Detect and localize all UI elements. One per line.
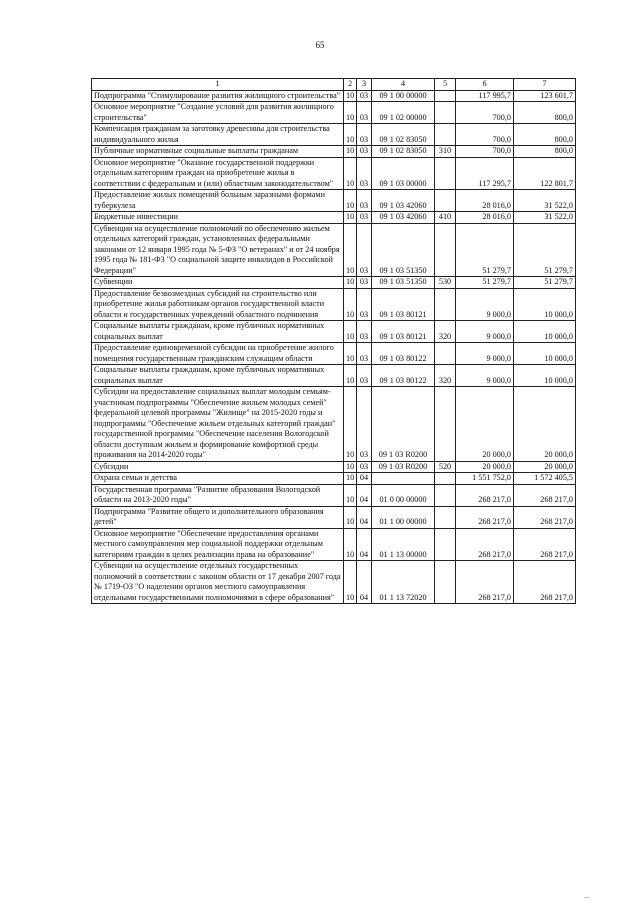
table-row	[92, 365, 576, 387]
table-row	[92, 387, 576, 462]
row-expense-type: 320	[435, 321, 456, 343]
row-section: 10	[344, 365, 357, 387]
table-row	[92, 321, 576, 343]
row-target-article: 09 1 03 51350	[372, 277, 435, 289]
row-expense-type	[435, 124, 456, 146]
row-subsection: 03	[357, 146, 372, 158]
row-description: Предоставление единовременной субсидии на приобретение жилого помещения государственным гражданским служащим области	[92, 343, 344, 365]
row-section: 10	[344, 506, 357, 528]
row-target-article: 09 1 02 83050	[372, 124, 435, 146]
table-row	[92, 343, 576, 365]
row-target-article: 09 1 03 00000	[372, 157, 435, 190]
row-expense-type	[435, 506, 456, 528]
row-description: Субвенции на осуществление отдельных государственных полномочий в соответствии с законом области от 17 декабря 2007 года № 1719-ОЗ "О наделении органов местного самоуправления отдельными государственными полномочиями в сфере образования"	[92, 561, 344, 604]
row-target-article	[372, 473, 435, 485]
table-row	[92, 461, 576, 473]
row-amount-year-1: 700,0	[456, 124, 514, 146]
row-amount-year-2: 10 000,0	[514, 288, 576, 321]
row-target-article: 09 1 03 80122	[372, 365, 435, 387]
row-section: 10	[344, 90, 357, 102]
row-description: Подпрограмма "Стимулирование развития жилищного строительства"	[92, 90, 344, 102]
row-expense-type	[435, 343, 456, 365]
table-row	[92, 102, 576, 124]
row-amount-year-2: 800,0	[514, 102, 576, 124]
row-subsection: 04	[357, 484, 372, 506]
budget-table	[91, 78, 576, 604]
row-expense-type	[435, 387, 456, 462]
row-subsection: 04	[357, 473, 372, 485]
row-amount-year-1: 51 279,7	[456, 277, 514, 289]
row-expense-type	[435, 288, 456, 321]
row-expense-type	[435, 223, 456, 277]
row-section: 10	[344, 387, 357, 462]
table-row	[92, 212, 576, 224]
row-subsection: 03	[357, 387, 372, 462]
row-amount-year-2: 20 000,0	[514, 387, 576, 462]
row-amount-year-2: 10 000,0	[514, 321, 576, 343]
table-row	[92, 506, 576, 528]
row-amount-year-2: 51 279,7	[514, 277, 576, 289]
row-amount-year-2: 268 217,0	[514, 528, 576, 561]
row-section: 10	[344, 484, 357, 506]
row-amount-year-1: 268 217,0	[456, 484, 514, 506]
row-expense-type: 530	[435, 277, 456, 289]
table-row	[92, 157, 576, 190]
row-amount-year-2: 122 801,7	[514, 157, 576, 190]
row-description: Охрана семьи и детства	[92, 473, 344, 485]
row-amount-year-2: 268 217,0	[514, 561, 576, 604]
row-amount-year-1: 20 000,0	[456, 387, 514, 462]
row-target-article: 01 1 00 00000	[372, 506, 435, 528]
row-section: 10	[344, 473, 357, 485]
row-target-article: 09 1 03 51350	[372, 223, 435, 277]
row-amount-year-2: 31 522,0	[514, 212, 576, 224]
row-subsection: 04	[357, 528, 372, 561]
row-subsection: 03	[357, 157, 372, 190]
corner-mark: —	[584, 895, 590, 901]
row-amount-year-1: 51 279,7	[456, 223, 514, 277]
row-amount-year-1: 28 016,0	[456, 212, 514, 224]
row-subsection: 03	[357, 288, 372, 321]
row-subsection: 04	[357, 506, 372, 528]
row-amount-year-1: 1 551 752,0	[456, 473, 514, 485]
table-row	[92, 223, 576, 277]
row-subsection: 03	[357, 124, 372, 146]
row-description: Основное мероприятие "Оказание государственной поддержки отдельным категориям граждан на приобретение жилья в соответствии с федеральным и (или) областным законодательством"	[92, 157, 344, 190]
row-amount-year-1: 117 995,7	[456, 90, 514, 102]
row-target-article: 09 1 03 80121	[372, 288, 435, 321]
row-amount-year-1: 20 000,0	[456, 461, 514, 473]
row-section: 10	[344, 190, 357, 212]
row-amount-year-2: 31 522,0	[514, 190, 576, 212]
row-target-article: 09 1 02 83050	[372, 146, 435, 158]
header-col-4: 4	[372, 79, 435, 91]
row-target-article: 09 1 03 42060	[372, 190, 435, 212]
row-section: 10	[344, 223, 357, 277]
table-row	[92, 473, 576, 485]
row-description: Бюджетные инвестиции	[92, 212, 344, 224]
row-amount-year-2: 20 000,0	[514, 461, 576, 473]
row-expense-type	[435, 90, 456, 102]
row-target-article: 09 1 03 80121	[372, 321, 435, 343]
page-number: 65	[315, 40, 325, 50]
row-amount-year-1: 268 217,0	[456, 506, 514, 528]
row-section: 10	[344, 124, 357, 146]
row-section: 10	[344, 277, 357, 289]
row-description: Субвенции	[92, 277, 344, 289]
row-amount-year-1: 9 000,0	[456, 288, 514, 321]
row-section: 10	[344, 157, 357, 190]
table-row	[92, 561, 576, 604]
row-section: 10	[344, 528, 357, 561]
row-description: Публичные нормативные социальные выплаты гражданам	[92, 146, 344, 158]
row-subsection: 03	[357, 365, 372, 387]
table-row	[92, 90, 576, 102]
row-expense-type: 320	[435, 365, 456, 387]
row-amount-year-2: 10 000,0	[514, 343, 576, 365]
row-subsection: 04	[357, 561, 372, 604]
row-section: 10	[344, 343, 357, 365]
row-subsection: 03	[357, 343, 372, 365]
table-row	[92, 528, 576, 561]
table-row	[92, 288, 576, 321]
row-target-article: 09 1 03 42060	[372, 212, 435, 224]
row-description: Компенсация гражданам за заготовку древесины для строительства индивидуального жилья	[92, 124, 344, 146]
row-subsection: 03	[357, 212, 372, 224]
row-section: 10	[344, 288, 357, 321]
row-description: Социальные выплаты гражданам, кроме публичных нормативных социальных выплат	[92, 321, 344, 343]
header-col-7: 7	[514, 79, 576, 91]
row-amount-year-1: 268 217,0	[456, 528, 514, 561]
row-description: Субвенции на осуществление полномочий по обеспечению жильем отдельных категорий граждан, установленных федеральными законами от 12 января 1995 года № 5-ФЗ "О ветеранах" и от 24 ноября 1995 года № 181-ФЗ "О социальной защите инвалидов в Российской Федерации"	[92, 223, 344, 277]
row-amount-year-2: 10 000,0	[514, 365, 576, 387]
row-description: Основное мероприятие "Обеспечение предоставления органами местного самоуправления мер социальной поддержки отдельным категориям граждан в целях реализации права на образование"	[92, 528, 344, 561]
row-expense-type	[435, 473, 456, 485]
row-expense-type: 520	[435, 461, 456, 473]
table-row	[92, 124, 576, 146]
row-description: Социальные выплаты гражданам, кроме публичных нормативных социальных выплат	[92, 365, 344, 387]
header-col-6: 6	[456, 79, 514, 91]
row-subsection: 03	[357, 90, 372, 102]
row-amount-year-2: 1 572 405,5	[514, 473, 576, 485]
header-row	[92, 79, 576, 91]
row-description: Предоставление жилых помещений больным заразными формами туберкулеза	[92, 190, 344, 212]
row-amount-year-2: 800,0	[514, 124, 576, 146]
row-subsection: 03	[357, 190, 372, 212]
row-description: Основное мероприятие "Создание условий для развития жилищного строительства"	[92, 102, 344, 124]
table-row	[92, 277, 576, 289]
row-amount-year-1: 700,0	[456, 146, 514, 158]
row-target-article: 01 1 13 00000	[372, 528, 435, 561]
row-description: Подпрограмма "Развитие общего и дополнительного образования детей"	[92, 506, 344, 528]
row-amount-year-2: 123 601,7	[514, 90, 576, 102]
header-col-3: 3	[357, 79, 372, 91]
header-col-5: 5	[435, 79, 456, 91]
row-target-article: 09 1 03 R0200	[372, 461, 435, 473]
row-amount-year-1: 9 000,0	[456, 365, 514, 387]
row-expense-type	[435, 561, 456, 604]
row-target-article: 01 0 00 00000	[372, 484, 435, 506]
table-row	[92, 190, 576, 212]
row-amount-year-1: 9 000,0	[456, 343, 514, 365]
row-section: 10	[344, 146, 357, 158]
row-subsection: 03	[357, 277, 372, 289]
row-amount-year-1: 117 295,7	[456, 157, 514, 190]
row-target-article: 09 1 02 00000	[372, 102, 435, 124]
row-amount-year-1: 9 000,0	[456, 321, 514, 343]
row-expense-type	[435, 528, 456, 561]
row-section: 10	[344, 321, 357, 343]
row-description: Предоставление безвозмездных субсидий на строительство или приобретение жилья работникам органов государственной власти области и государственных учреждений областного подчинения	[92, 288, 344, 321]
row-expense-type	[435, 484, 456, 506]
row-amount-year-2: 268 217,0	[514, 506, 576, 528]
row-section: 10	[344, 102, 357, 124]
header-col-2: 2	[344, 79, 357, 91]
row-amount-year-2: 268 217,0	[514, 484, 576, 506]
row-description: Государственная программа "Развитие образования Вологодской области на 2013-2020 годы"	[92, 484, 344, 506]
row-subsection: 03	[357, 321, 372, 343]
row-amount-year-1: 700,0	[456, 102, 514, 124]
table-row	[92, 146, 576, 158]
row-subsection: 03	[357, 223, 372, 277]
row-subsection: 03	[357, 461, 372, 473]
row-section: 10	[344, 561, 357, 604]
row-amount-year-1: 28 016,0	[456, 190, 514, 212]
row-section: 10	[344, 461, 357, 473]
table-row	[92, 484, 576, 506]
row-target-article: 01 1 13 72020	[372, 561, 435, 604]
row-description: Субсидии	[92, 461, 344, 473]
row-expense-type: 410	[435, 212, 456, 224]
row-amount-year-1: 268 217,0	[456, 561, 514, 604]
row-target-article: 09 1 03 R0200	[372, 387, 435, 462]
row-amount-year-2: 800,0	[514, 146, 576, 158]
header-col-1: 1	[92, 79, 344, 91]
row-target-article: 09 1 00 00000	[372, 90, 435, 102]
row-expense-type	[435, 157, 456, 190]
row-subsection: 03	[357, 102, 372, 124]
row-expense-type: 310	[435, 146, 456, 158]
row-expense-type	[435, 102, 456, 124]
row-amount-year-2: 51 279,7	[514, 223, 576, 277]
row-description: Субсидии на предоставление социальных выплат молодым семьям-участникам подпрограммы "Обеспечение жильем молодых семей" федеральной целевой программы "Жилище" на 2015-2020 годы и подпрограммы "Обеспечение жильем отдельных категорий граждан" государственной программы "Обеспечение населения Вологодской области доступным жильем и формирование комфортной среды проживания на 2014-2020 годы"	[92, 387, 344, 462]
row-expense-type	[435, 190, 456, 212]
row-target-article: 09 1 03 80122	[372, 343, 435, 365]
row-section: 10	[344, 212, 357, 224]
